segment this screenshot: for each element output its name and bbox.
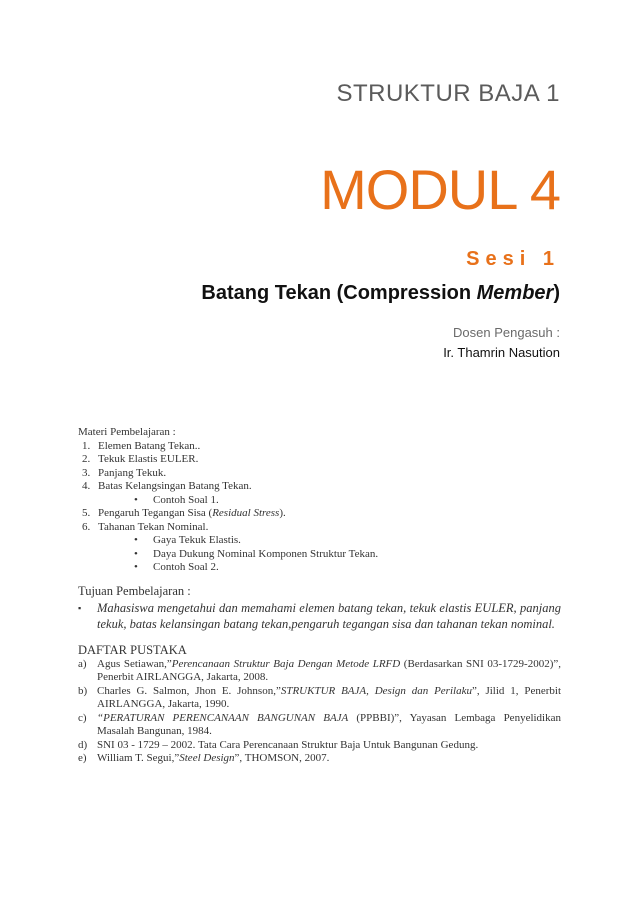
bullet-icon: •	[134, 547, 138, 560]
materi-item-text: Elemen Batang Tekan..	[98, 439, 201, 452]
reference-text-end: (Berdasarkan SNI 03-1729-2002)”, Penerbit AIRLANGGA, Jakarta, 2008.	[97, 657, 561, 683]
materi-item-num: 2.	[82, 453, 91, 465]
topic-title-part1: Batang Tekan (Compression	[201, 282, 477, 304]
materi-item	[78, 440, 561, 454]
tujuan-heading: Tujuan Pembelajaran :	[78, 583, 191, 598]
course-title: STRUKTUR BAJA 1	[336, 80, 560, 107]
reference-text-end: (PPBBI)”, Yayasan Lembaga Penyelidikan Masalah Bangunan, 1984.	[97, 711, 561, 737]
reference-item	[78, 685, 561, 712]
materi-item	[78, 521, 561, 535]
bullet-icon: •	[134, 561, 138, 573]
materi-item-text: Panjang Tekuk.	[98, 466, 167, 479]
reference-item	[78, 739, 561, 753]
bullet-icon: •	[134, 534, 138, 546]
topic-title	[201, 282, 560, 305]
reference-title: “PERATURAN PERENCANAAN BANGUNAN BAJA	[97, 711, 349, 724]
reference-letter: a)	[78, 657, 87, 670]
materi-item-num: 4.	[82, 480, 91, 492]
reference-title: STRUKTUR BAJA, Design dan Perilaku	[280, 684, 472, 697]
materi-item-num: 1.	[82, 439, 91, 452]
materi-item-text-end: ).	[279, 507, 286, 519]
bullet-icon: •	[134, 493, 138, 506]
materi-item	[78, 453, 561, 467]
topic-title-italic: Member	[476, 282, 554, 304]
materi-item-text: Tahanan Tekan Nominal.	[98, 520, 209, 533]
tujuan-paragraph	[78, 600, 561, 632]
materi-subitem	[78, 494, 561, 508]
lecturer-label: Dosen Pengasuh :	[453, 325, 560, 340]
materi-item-num: 6.	[82, 520, 91, 533]
materi-subitem-text: Daya Dukung Nominal Komponen Struktur Tekan.	[153, 547, 379, 560]
materi-item-text: Batas Kelangsingan Batang Tekan.	[98, 480, 252, 492]
reference-text: Charles G. Salmon, Jhon E. Johnson,”	[97, 684, 281, 697]
reference-text-end: ”, Jilid 1, Penerbit AIRLANGGA, Jakarta, 1990.	[97, 684, 561, 710]
materi-item-text: Tekuk Elastis EULER.	[98, 453, 199, 465]
materi-item-italic: Residual Stress	[212, 507, 280, 519]
reference-letter: d)	[78, 738, 88, 751]
reference-title: Perencanaan Struktur Baja Dengan Metode LRFD	[171, 657, 401, 670]
reference-item	[78, 658, 561, 685]
reference-text: Agus Setiawan,”	[97, 657, 172, 670]
lecturer-name: Ir. Thamrin Nasution	[443, 345, 560, 360]
materi-item	[78, 480, 561, 494]
materi-item	[78, 467, 561, 481]
square-bullet-icon: ▪	[78, 603, 82, 613]
session-label: Sesi 1	[466, 248, 560, 270]
materi-heading: Materi Pembelajaran :	[78, 426, 176, 438]
materi-item-num: 3.	[82, 466, 91, 479]
materi-subitem	[78, 534, 561, 548]
materi-subitem	[78, 548, 561, 562]
tujuan-text: Mahasiswa mengetahui dan memahami elemen batang tekan, tekuk elastis EULER, panjang tekuk, batas kelansingan batang tekan,pengaruh tegangan sisa dan tahanan tekan nominal.	[97, 601, 561, 631]
materi-subitem-text: Gaya Tekuk Elastis.	[153, 534, 241, 546]
materi-item-num: 5.	[82, 507, 91, 519]
reference-text: William T. Segui,”	[97, 752, 180, 764]
materi-subitem-text: Contoh Soal 2.	[153, 561, 219, 573]
reference-letter: c)	[78, 711, 87, 724]
reference-letter: b)	[78, 684, 88, 697]
reference-text-end: ”, THOMSON, 2007.	[234, 752, 330, 764]
reference-title: Steel Design	[179, 752, 235, 764]
module-title: MODUL 4	[320, 158, 560, 221]
materi-item-text: Pengaruh Tegangan Sisa (	[98, 507, 213, 519]
topic-title-part2: )	[553, 282, 560, 304]
reference-item	[78, 752, 561, 766]
reference-text: SNI 03 - 1729 – 2002. Tata Cara Perencanaan Struktur Baja Untuk Bangunan Gedung.	[97, 738, 479, 751]
reference-letter: e)	[78, 752, 87, 764]
document-body	[78, 426, 561, 766]
pustaka-heading: DAFTAR PUSTAKA	[78, 643, 187, 657]
reference-item	[78, 712, 561, 739]
materi-subitem	[78, 561, 561, 575]
materi-item	[78, 507, 561, 521]
materi-subitem-text: Contoh Soal 1.	[153, 493, 219, 506]
